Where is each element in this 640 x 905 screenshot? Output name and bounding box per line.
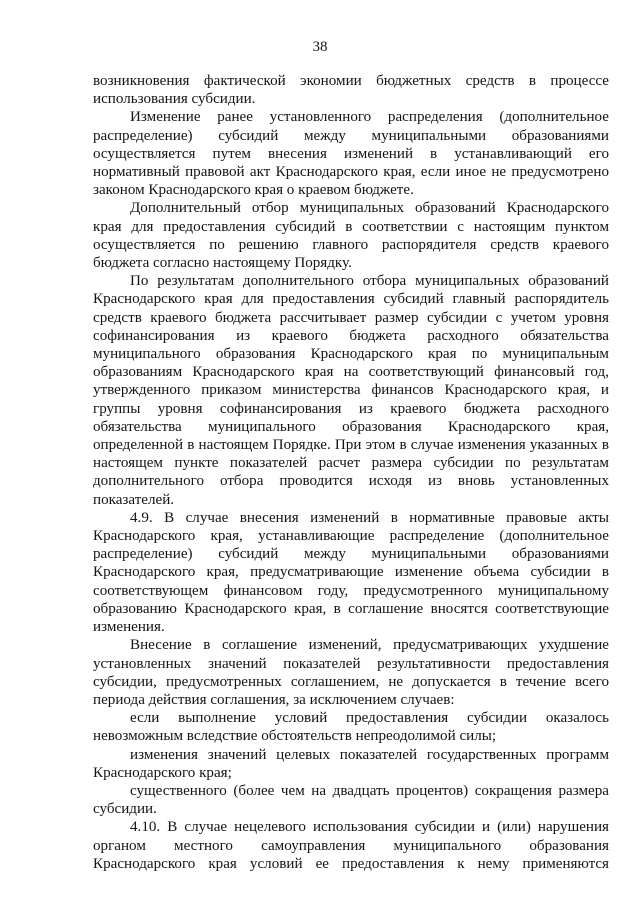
document-body — [93, 72, 609, 873]
list-item: существенного (более чем на двадцать процентов) сокращения размера субсидии. — [93, 782, 609, 818]
paragraph: Внесение в соглашение изменений, предусматривающих ухудшение установленных значений показателей результативности предоставления субсидии, предусмотренных соглашением, не допускается в течение всего периода действия соглашения, за исключением случаев: — [93, 637, 609, 708]
paragraph: По результатам дополнительного отбора муниципальных образований Краснодарского края для предоставления субсидий главный распорядитель средств краевого бюджета рассчитывает размер субсидии с учетом уровня софинансирования из краевого бюджета расходного обязательства муниципального образования Краснодарского края по муниципальным образованиям Краснодарского края на соответствующий финансовый год, утвержденного приказом министерства финансов Краснодарского края, и группы уровня софинансирования из краевого бюджета расходного обязательства муниципального образования Краснодарского края, определенной в настоящем Порядке. При этом в случае изменения указанных в настоящем пункте показателей расчет размера субсидии по результатам дополнительного отбора проводится исходя из вновь установленных показателей. — [93, 273, 609, 508]
paragraph-continuation: возникновения фактической экономии бюджетных средств в процессе использования субсидии. — [93, 73, 609, 108]
paragraph: Дополнительный отбор муниципальных образований Краснодарского края для предоставления субсидий в соответствии с настоящим пунктом осуществляется по решению главного распорядителя средств краевого бюджета согласно настоящему Порядку. — [93, 200, 609, 272]
paragraph-clause-4-9: 4.9. В случае внесения изменений в нормативные правовые акты Краснодарского края, устанавливающие распределение (дополнительное распределение) субсидий между муниципальными образованиями Краснодарского края, предусматривающие изменение объема субсидии в соответствующем финансовом году, предусмотренного муниципальному образованию Краснодарского края, в соглашение вносятся соответствующие изменения. — [93, 509, 609, 636]
list-item: изменения значений целевых показателей государственных программ Краснодарского края; — [93, 746, 609, 781]
paragraph: Изменение ранее установленного распределения (дополнительное распределение) субсидий между муниципальными образованиями осуществляется путем внесения изменений в устанавливающий его нормативный правовой акт Краснодарского края, если иное не предусмотрено законом Краснодарского края о краевом бюджете. — [93, 109, 609, 199]
page-number: 38 — [312, 39, 328, 55]
paragraph-clause-4-10: 4.10. В случае нецелевого использования субсидии и (или) нарушения органом местного самоуправления муниципального образования Краснодарского края условий ее предоставления к нему применяются — [93, 819, 609, 872]
list-item: если выполнение условий предоставления субсидии оказалось невозможным вследствие обстоятельств непреодолимой силы; — [93, 710, 609, 745]
